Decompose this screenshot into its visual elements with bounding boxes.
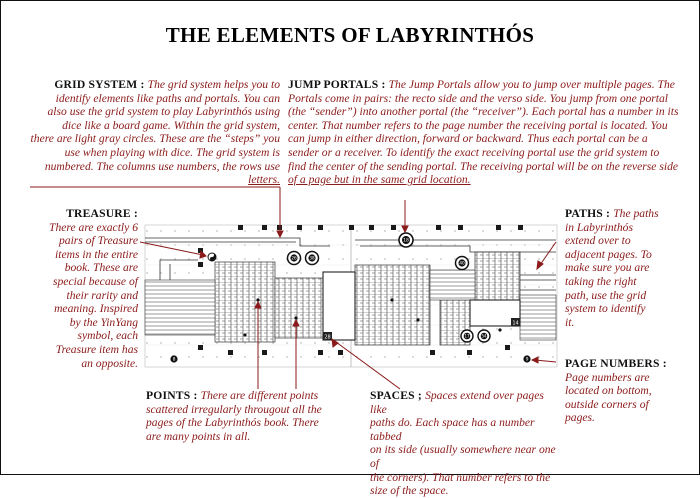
- line-area-edge: [520, 295, 556, 340]
- space-region: [323, 272, 355, 340]
- treasure-line-10: an opposite.: [81, 356, 138, 370]
- jump-portal-5: [478, 330, 490, 342]
- jump-portal-4: [461, 330, 473, 342]
- space-label-1: 14: [512, 320, 519, 327]
- grid-system-line-0: The grid system helps you to: [147, 78, 280, 91]
- treasure-line-2: items in the entire: [55, 247, 138, 261]
- jump-portals-line-3: center. That number refers to the page number the receiving portal is located. You: [288, 118, 668, 132]
- grid-system-line-2: also use the grid system to play Labyrinthós using: [47, 105, 280, 119]
- jump-portals-annotation: JUMP PORTALS : The Jump Portals allow you to jump over multiple pages. The Portals come in pairs: the recto side and the verso side. You jump from one portal (the “sender”) into another portal (the “receiver”). Each portal has a number in its center. That number refers to the page number the receiving portal is located. You can jump in either direction, forward or backward. Thus each portal can be a sender or a receiver. To identify the exact receiving portal use the grid system to find the center of the sending portal. The receiving portal will be on the reverse side of a page but in the same grid location.: [288, 78, 682, 187]
- treasure-heading: TREASURE: [66, 207, 131, 220]
- line-area-left: [145, 280, 215, 335]
- grid-system-line-6: numbered. The columns use numbers, the rows use: [44, 159, 280, 173]
- grid-system-line-3: dice like a board game. Within the grid system,: [62, 118, 280, 132]
- maze-block-left: [215, 262, 275, 342]
- jump-portals-line-1: Portals come in pairs: the recto side and the verso side. You jump from one portal: [288, 91, 668, 105]
- treasure-item: [208, 253, 216, 261]
- treasure-line-3: book. These are: [64, 261, 138, 275]
- points-line-3: are many points in all.: [146, 429, 251, 443]
- line-area-right: [430, 270, 475, 300]
- points-line-2: pages of the Labyrinthós book. There: [146, 416, 319, 430]
- page-number-right: [523, 355, 530, 362]
- jump-portals-line-7: of a page but in the same grid location.: [288, 173, 471, 187]
- portal-label-5: 54: [481, 333, 487, 339]
- page-number-left: [170, 355, 177, 362]
- grid-system-line-7: letters.: [248, 173, 280, 187]
- grid-system-annotation: GRID SYSTEM : The grid system helps you to identify elements like paths and portals. You can also use the grid system to play Labyrinthós using dice like a board game. Within the grid system, there are light gray circles. These are the “steps” you use when playing with dice. The grid system is numbered. The columns use numbers, the rows use letters.: [20, 78, 280, 187]
- paths-line-1: in Labyrinthós: [565, 220, 633, 234]
- page-numbers-line-0: Page numbers are: [565, 370, 650, 384]
- page-number-left-label: 8: [172, 357, 176, 363]
- jump-portals-line-4: can jump in either direction, forward or backward. Thus each portal can be a: [288, 132, 648, 146]
- spaces-line-4: size of the space.: [370, 484, 449, 498]
- paths-line-2: extend over to: [565, 234, 631, 248]
- page-numbers-line-2: outside corners of: [565, 397, 649, 411]
- paths-line-7: system to identify: [565, 302, 646, 316]
- spaces-line-0: Spaces extend over pages like: [370, 389, 544, 416]
- spaces-heading: SPACES: [370, 389, 415, 402]
- treasure-annotation: TREASURE : There are exactly 6 pairs of Treasure items in the entire book. These are special because of their rarity and meaning. Inspired by the YinYang symbol, each Treasure item has an opposite.: [36, 207, 138, 370]
- paths-annotation: PATHS : The paths in Labyrinthós extend over to adjacent pages. To make sure you are taking the right path, use the grid system to identify it.: [565, 207, 690, 329]
- paths-heading: PATHS: [565, 207, 603, 220]
- grid-system-heading: GRID SYSTEM: [54, 78, 138, 91]
- page-numbers-annotation: PAGE NUMBERS : Page numbers are located on bottom, outside corners of pages.: [565, 357, 690, 425]
- points-heading: POINTS: [146, 389, 191, 402]
- paths-line-8: it.: [565, 315, 575, 329]
- page-numbers-heading: PAGE NUMBERS: [565, 357, 660, 370]
- spaces-line-3: the corners). That number refers to the: [370, 470, 551, 484]
- spaces-annotation: SPACES ; Spaces extend over pages like paths do. Each space has a number tabbed on its side (usually somewhere near one of the corners). That number refers to the size of the space.: [370, 389, 558, 498]
- jump-portals-line-5: sender or a receiver. To identify the exact receiving portal use the grid system to: [288, 145, 660, 159]
- spaces-line-2: on its side (usually somewhere near one of: [370, 443, 556, 470]
- maze-block-center: [275, 278, 323, 338]
- portal-label-4: 17: [464, 333, 470, 339]
- page-numbers-line-1: located on bottom,: [565, 384, 652, 398]
- points-line-0: There are different points: [200, 389, 319, 402]
- portal-label-3: 40: [459, 260, 465, 266]
- maze-block-right: [355, 265, 430, 345]
- paths-line-0: The paths: [613, 207, 659, 220]
- paths-line-3: adjacent pages. To: [565, 247, 652, 261]
- portal-label-0: 18: [403, 238, 409, 244]
- maze-block-far-right: [475, 252, 520, 307]
- page-title: THE ELEMENTS OF LABYRINTHÓS: [165, 23, 535, 47]
- portal-label-2: 38: [309, 255, 315, 261]
- treasure-line-0: There are exactly 6: [49, 220, 138, 234]
- space-label-0: 28: [324, 334, 331, 341]
- treasure-line-9: Treasure item has: [55, 342, 138, 356]
- paths-line-5: taking the right: [565, 274, 637, 288]
- jump-portals-line-2: (the “sender”) into another portal (the “receiver”). Each portal has a number in its: [288, 105, 679, 119]
- treasure-line-6: meaning. Inspired: [54, 302, 138, 316]
- grid-system-line-4: there are light gray circles. These are the “steps” you: [30, 132, 280, 146]
- treasure-line-8: symbol, each: [77, 329, 138, 343]
- portal-label-1: 26: [291, 255, 297, 261]
- treasure-line-1: pairs of Treasure: [58, 234, 138, 248]
- jump-portal-3: [456, 257, 469, 270]
- points-line-1: scattered irregularly througout all the: [146, 402, 322, 416]
- paths-line-6: path, use the grid: [565, 288, 647, 302]
- paths-line-4: make sure you are: [565, 261, 650, 275]
- jump-portals-line-6: find the center of the sending portal. The receiving portal will be on the reverse side: [288, 159, 679, 173]
- jump-portals-line-0: The Jump Portals allow you to jump over multiple pages. The: [388, 78, 675, 91]
- jump-portals-heading: JUMP PORTALS: [288, 78, 379, 91]
- jump-portal-1: [288, 252, 301, 265]
- treasure-line-5: their rarity and: [66, 288, 138, 302]
- spaces-line-1: paths do. Each space has a number tabbed: [370, 416, 535, 443]
- grid-system-line-1: identify elements like paths and portals. You can: [55, 91, 280, 105]
- treasure-line-7: by the YinYang: [69, 315, 138, 329]
- grid-system-line-5: use when playing with dice. The grid system is: [64, 145, 280, 159]
- page-number-right-label: 9: [525, 357, 529, 363]
- jump-portal-0: [399, 233, 413, 247]
- page-numbers-line-3: pages.: [565, 411, 595, 425]
- treasure-line-4: special because of: [53, 274, 138, 288]
- jump-portal-2: [306, 252, 319, 265]
- points-annotation: POINTS : There are different points scattered irregularly througout all the pages of the Labyrinthós book. There are many points in all.: [146, 389, 364, 443]
